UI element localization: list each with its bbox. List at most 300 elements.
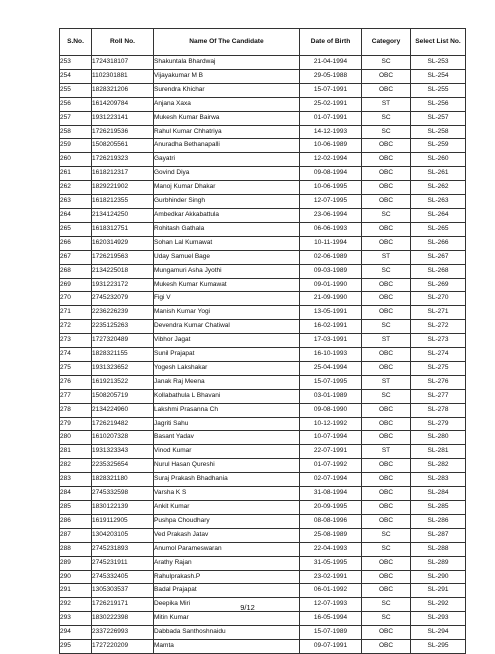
cell-sno: 286 bbox=[60, 514, 92, 528]
cell-candidate-name: Mamta bbox=[154, 640, 300, 654]
cell-select-list-no: SL-277 bbox=[411, 389, 466, 403]
cell-sno: 291 bbox=[60, 584, 92, 598]
cell-select-list-no: SL-253 bbox=[411, 56, 466, 70]
cell-candidate-name: Gayatri bbox=[154, 153, 300, 167]
table-row bbox=[60, 125, 466, 139]
cell-category: OBC bbox=[362, 236, 411, 250]
cell-roll-no: 1618212317 bbox=[92, 167, 154, 181]
cell-category: SC bbox=[362, 542, 411, 556]
table-row bbox=[60, 584, 466, 598]
cell-select-list-no: SL-260 bbox=[411, 153, 466, 167]
cell-sno: 288 bbox=[60, 542, 92, 556]
table-row bbox=[60, 501, 466, 515]
cell-date-of-birth: 09-08-1990 bbox=[300, 403, 362, 417]
cell-candidate-name: Sohan Lal Kumawat bbox=[154, 236, 300, 250]
cell-date-of-birth: 15-07-1989 bbox=[300, 626, 362, 640]
cell-candidate-name: Nurul Hasan Qureshi bbox=[154, 459, 300, 473]
cell-sno: 259 bbox=[60, 139, 92, 153]
cell-select-list-no: SL-293 bbox=[411, 612, 466, 626]
cell-roll-no: 1724318107 bbox=[92, 56, 154, 70]
cell-sno: 265 bbox=[60, 222, 92, 236]
cell-sno: 254 bbox=[60, 69, 92, 83]
cell-roll-no: 1102301881 bbox=[92, 69, 154, 83]
cell-category: OBC bbox=[362, 83, 411, 97]
cell-roll-no: 1610207328 bbox=[92, 431, 154, 445]
cell-category: OBC bbox=[362, 431, 411, 445]
table-row bbox=[60, 83, 466, 97]
table-row bbox=[60, 56, 466, 70]
cell-sno: 253 bbox=[60, 56, 92, 70]
cell-select-list-no: SL-275 bbox=[411, 361, 466, 375]
cell-sno: 267 bbox=[60, 250, 92, 264]
table-row bbox=[60, 334, 466, 348]
cell-category: SC bbox=[362, 320, 411, 334]
cell-date-of-birth: 25-02-1991 bbox=[300, 97, 362, 111]
cell-select-list-no: SL-273 bbox=[411, 334, 466, 348]
cell-date-of-birth: 09-07-1991 bbox=[300, 640, 362, 654]
table-row bbox=[60, 417, 466, 431]
cell-select-list-no: SL-268 bbox=[411, 264, 466, 278]
table-row bbox=[60, 570, 466, 584]
cell-sno: 266 bbox=[60, 236, 92, 250]
cell-date-of-birth: 16-10-1993 bbox=[300, 348, 362, 362]
cell-sno: 271 bbox=[60, 306, 92, 320]
cell-sno: 262 bbox=[60, 181, 92, 195]
cell-roll-no: 1830122139 bbox=[92, 501, 154, 515]
cell-sno: 256 bbox=[60, 97, 92, 111]
cell-date-of-birth: 23-02-1991 bbox=[300, 570, 362, 584]
cell-candidate-name: Ved Prakash Jatav bbox=[154, 528, 300, 542]
cell-roll-no: 1304203105 bbox=[92, 528, 154, 542]
header-sno: S.No. bbox=[60, 29, 92, 56]
table-row bbox=[60, 320, 466, 334]
cell-sno: 283 bbox=[60, 473, 92, 487]
cell-date-of-birth: 15-07-1995 bbox=[300, 375, 362, 389]
cell-select-list-no: SL-265 bbox=[411, 222, 466, 236]
cell-select-list-no: SL-266 bbox=[411, 236, 466, 250]
cell-date-of-birth: 01-07-1991 bbox=[300, 111, 362, 125]
cell-category: OBC bbox=[362, 195, 411, 209]
cell-candidate-name: Anuradha Bethanapalli bbox=[154, 139, 300, 153]
cell-roll-no: 2134124250 bbox=[92, 208, 154, 222]
table-row bbox=[60, 514, 466, 528]
cell-candidate-name: Manoj Kumar Dhakar bbox=[154, 181, 300, 195]
cell-candidate-name: Jagriti Sahu bbox=[154, 417, 300, 431]
cell-candidate-name: Anumol Parameswaran bbox=[154, 542, 300, 556]
cell-roll-no: 2236226239 bbox=[92, 306, 154, 320]
cell-sno: 285 bbox=[60, 501, 92, 515]
cell-date-of-birth: 17-03-1991 bbox=[300, 334, 362, 348]
cell-candidate-name: Sunil Prajapat bbox=[154, 348, 300, 362]
cell-candidate-name: Ambedkar Akkabattula bbox=[154, 208, 300, 222]
cell-date-of-birth: 14-12-1993 bbox=[300, 125, 362, 139]
cell-date-of-birth: 09-08-1994 bbox=[300, 167, 362, 181]
cell-category: SC bbox=[362, 528, 411, 542]
table-row bbox=[60, 208, 466, 222]
cell-candidate-name: Rahulprakash.P bbox=[154, 570, 300, 584]
cell-select-list-no: SL-278 bbox=[411, 403, 466, 417]
cell-category: OBC bbox=[362, 487, 411, 501]
cell-date-of-birth: 10-07-1994 bbox=[300, 431, 362, 445]
cell-date-of-birth: 22-07-1991 bbox=[300, 445, 362, 459]
cell-select-list-no: SL-267 bbox=[411, 250, 466, 264]
table-row bbox=[60, 97, 466, 111]
cell-date-of-birth: 12-07-1995 bbox=[300, 195, 362, 209]
cell-date-of-birth: 12-02-1994 bbox=[300, 153, 362, 167]
cell-select-list-no: SL-280 bbox=[411, 431, 466, 445]
cell-candidate-name: Rohitash Gathala bbox=[154, 222, 300, 236]
cell-date-of-birth: 08-08-1996 bbox=[300, 514, 362, 528]
cell-date-of-birth: 10-12-1992 bbox=[300, 417, 362, 431]
cell-category: OBC bbox=[362, 570, 411, 584]
cell-date-of-birth: 23-06-1994 bbox=[300, 208, 362, 222]
table-row bbox=[60, 195, 466, 209]
cell-roll-no: 1618312751 bbox=[92, 222, 154, 236]
cell-category: OBC bbox=[362, 626, 411, 640]
cell-candidate-name: Uday Samuel Bage bbox=[154, 250, 300, 264]
cell-candidate-name: Dabbada Santhoshnaidu bbox=[154, 626, 300, 640]
cell-candidate-name: Suraj Prakash Bhadhania bbox=[154, 473, 300, 487]
cell-date-of-birth: 16-02-1991 bbox=[300, 320, 362, 334]
cell-candidate-name: Lakshmi Prasanna Ch bbox=[154, 403, 300, 417]
cell-sno: 257 bbox=[60, 111, 92, 125]
table-row bbox=[60, 278, 466, 292]
cell-date-of-birth: 31-08-1994 bbox=[300, 487, 362, 501]
cell-category: ST bbox=[362, 250, 411, 264]
cell-select-list-no: SL-271 bbox=[411, 306, 466, 320]
cell-roll-no: 1727220209 bbox=[92, 640, 154, 654]
cell-roll-no: 1305303537 bbox=[92, 584, 154, 598]
cell-category: OBC bbox=[362, 473, 411, 487]
cell-category: OBC bbox=[362, 584, 411, 598]
cell-candidate-name: Rahul Kumar Chhatriya bbox=[154, 125, 300, 139]
cell-roll-no: 1726219323 bbox=[92, 153, 154, 167]
cell-select-list-no: SL-291 bbox=[411, 584, 466, 598]
cell-date-of-birth: 12-07-1993 bbox=[300, 598, 362, 612]
cell-sno: 270 bbox=[60, 292, 92, 306]
cell-roll-no: 2745231911 bbox=[92, 556, 154, 570]
cell-candidate-name: Manish Kumar Yogi bbox=[154, 306, 300, 320]
table-row bbox=[60, 375, 466, 389]
cell-date-of-birth: 29-05-1988 bbox=[300, 69, 362, 83]
cell-sno: 284 bbox=[60, 487, 92, 501]
cell-category: ST bbox=[362, 375, 411, 389]
cell-category: SC bbox=[362, 612, 411, 626]
cell-category: OBC bbox=[362, 139, 411, 153]
cell-candidate-name: Vibhor Jagat bbox=[154, 334, 300, 348]
cell-roll-no: 1828321206 bbox=[92, 83, 154, 97]
header-select-list-no: Select List No. bbox=[411, 29, 466, 56]
cell-roll-no: 1614209784 bbox=[92, 97, 154, 111]
cell-candidate-name: Surendra Khichar bbox=[154, 83, 300, 97]
cell-select-list-no: SL-264 bbox=[411, 208, 466, 222]
cell-date-of-birth: 09-03-1989 bbox=[300, 264, 362, 278]
cell-candidate-name: Vinod Kumar bbox=[154, 445, 300, 459]
cell-roll-no: 1726219563 bbox=[92, 250, 154, 264]
cell-sno: 282 bbox=[60, 459, 92, 473]
cell-candidate-name: Vijayakumar M B bbox=[154, 69, 300, 83]
table-body bbox=[60, 56, 466, 654]
cell-select-list-no: SL-288 bbox=[411, 542, 466, 556]
cell-roll-no: 1931323652 bbox=[92, 361, 154, 375]
cell-roll-no: 2745332405 bbox=[92, 570, 154, 584]
cell-candidate-name: Mukesh Kumar Bairwa bbox=[154, 111, 300, 125]
cell-candidate-name: Mungamuri Asha Jyothi bbox=[154, 264, 300, 278]
table-row bbox=[60, 640, 466, 654]
cell-roll-no: 2745231893 bbox=[92, 542, 154, 556]
cell-select-list-no: SL-258 bbox=[411, 125, 466, 139]
cell-category: OBC bbox=[362, 403, 411, 417]
table-row bbox=[60, 111, 466, 125]
table-row bbox=[60, 361, 466, 375]
table-row bbox=[60, 487, 466, 501]
cell-candidate-name: Ankit Kumar bbox=[154, 501, 300, 515]
cell-roll-no: 1620314929 bbox=[92, 236, 154, 250]
cell-candidate-name: Govind Diya bbox=[154, 167, 300, 181]
cell-roll-no: 1931223141 bbox=[92, 111, 154, 125]
cell-roll-no: 1830222398 bbox=[92, 612, 154, 626]
cell-roll-no: 2235125263 bbox=[92, 320, 154, 334]
table-row bbox=[60, 403, 466, 417]
cell-select-list-no: SL-281 bbox=[411, 445, 466, 459]
cell-sno: 258 bbox=[60, 125, 92, 139]
cell-date-of-birth: 22-04-1993 bbox=[300, 542, 362, 556]
cell-sno: 273 bbox=[60, 334, 92, 348]
table-row bbox=[60, 222, 466, 236]
table-row bbox=[60, 473, 466, 487]
cell-roll-no: 1619112905 bbox=[92, 514, 154, 528]
cell-roll-no: 1727320489 bbox=[92, 334, 154, 348]
cell-sno: 290 bbox=[60, 570, 92, 584]
cell-select-list-no: SL-269 bbox=[411, 278, 466, 292]
cell-roll-no: 1508205719 bbox=[92, 389, 154, 403]
cell-candidate-name: Yogesh Lakshakar bbox=[154, 361, 300, 375]
cell-roll-no: 2235325654 bbox=[92, 459, 154, 473]
cell-roll-no: 1619213522 bbox=[92, 375, 154, 389]
cell-date-of-birth: 10-06-1995 bbox=[300, 181, 362, 195]
cell-sno: 293 bbox=[60, 612, 92, 626]
cell-select-list-no: SL-286 bbox=[411, 514, 466, 528]
cell-select-list-no: SL-263 bbox=[411, 195, 466, 209]
results-table bbox=[59, 28, 466, 654]
table-row bbox=[60, 181, 466, 195]
table-row bbox=[60, 264, 466, 278]
cell-category: OBC bbox=[362, 222, 411, 236]
cell-category: OBC bbox=[362, 417, 411, 431]
cell-sno: 275 bbox=[60, 361, 92, 375]
cell-date-of-birth: 25-08-1989 bbox=[300, 528, 362, 542]
cell-roll-no: 2134224960 bbox=[92, 403, 154, 417]
table-row bbox=[60, 236, 466, 250]
cell-select-list-no: SL-290 bbox=[411, 570, 466, 584]
cell-category: ST bbox=[362, 334, 411, 348]
cell-category: OBC bbox=[362, 640, 411, 654]
cell-category: SC bbox=[362, 598, 411, 612]
header-category: Category bbox=[362, 29, 411, 56]
table-row bbox=[60, 250, 466, 264]
cell-category: OBC bbox=[362, 278, 411, 292]
cell-date-of-birth: 20-09-1995 bbox=[300, 501, 362, 515]
cell-date-of-birth: 01-07-1992 bbox=[300, 459, 362, 473]
cell-sno: 287 bbox=[60, 528, 92, 542]
cell-date-of-birth: 06-01-1992 bbox=[300, 584, 362, 598]
table-row bbox=[60, 348, 466, 362]
header-roll-no: Roll No. bbox=[92, 29, 154, 56]
cell-candidate-name: Pushpa Choudhary bbox=[154, 514, 300, 528]
cell-candidate-name: Varsha K S bbox=[154, 487, 300, 501]
cell-select-list-no: SL-284 bbox=[411, 487, 466, 501]
cell-category: OBC bbox=[362, 153, 411, 167]
cell-candidate-name: Deepika Miri bbox=[154, 598, 300, 612]
table-row bbox=[60, 612, 466, 626]
cell-roll-no: 1828321180 bbox=[92, 473, 154, 487]
cell-category: OBC bbox=[362, 348, 411, 362]
table-row bbox=[60, 445, 466, 459]
cell-roll-no: 2745232079 bbox=[92, 292, 154, 306]
cell-sno: 280 bbox=[60, 431, 92, 445]
header-date-of-birth: Date of Birth bbox=[300, 29, 362, 56]
cell-candidate-name: Mukesh Kumar Kumawat bbox=[154, 278, 300, 292]
cell-candidate-name: Anjana Xaxa bbox=[154, 97, 300, 111]
table-row bbox=[60, 306, 466, 320]
cell-candidate-name: Arathy Rajan bbox=[154, 556, 300, 570]
cell-category: SC bbox=[362, 264, 411, 278]
cell-category: SC bbox=[362, 389, 411, 403]
cell-date-of-birth: 25-04-1994 bbox=[300, 361, 362, 375]
cell-date-of-birth: 13-05-1991 bbox=[300, 306, 362, 320]
cell-candidate-name: Janak Raj Meena bbox=[154, 375, 300, 389]
cell-roll-no: 2745332598 bbox=[92, 487, 154, 501]
cell-candidate-name: Kollabathula L Bhavani bbox=[154, 389, 300, 403]
table-header-row bbox=[60, 29, 466, 56]
cell-select-list-no: SL-256 bbox=[411, 97, 466, 111]
cell-date-of-birth: 31-05-1995 bbox=[300, 556, 362, 570]
cell-roll-no: 1931223172 bbox=[92, 278, 154, 292]
cell-roll-no: 1931323343 bbox=[92, 445, 154, 459]
cell-sno: 268 bbox=[60, 264, 92, 278]
cell-sno: 264 bbox=[60, 208, 92, 222]
cell-select-list-no: SL-270 bbox=[411, 292, 466, 306]
cell-sno: 294 bbox=[60, 626, 92, 640]
cell-candidate-name: Basant Yadav bbox=[154, 431, 300, 445]
cell-select-list-no: SL-282 bbox=[411, 459, 466, 473]
header-candidate-name: Name Of The Candidate bbox=[154, 29, 300, 56]
cell-roll-no: 1508205561 bbox=[92, 139, 154, 153]
cell-roll-no: 1726219482 bbox=[92, 417, 154, 431]
cell-candidate-name: Devendra Kumar Chatiwal bbox=[154, 320, 300, 334]
cell-sno: 281 bbox=[60, 445, 92, 459]
cell-date-of-birth: 02-07-1994 bbox=[300, 473, 362, 487]
cell-sno: 277 bbox=[60, 389, 92, 403]
cell-select-list-no: SL-274 bbox=[411, 348, 466, 362]
cell-sno: 263 bbox=[60, 195, 92, 209]
cell-roll-no: 1828321155 bbox=[92, 348, 154, 362]
cell-sno: 274 bbox=[60, 348, 92, 362]
table-row bbox=[60, 431, 466, 445]
cell-select-list-no: SL-294 bbox=[411, 626, 466, 640]
cell-select-list-no: SL-283 bbox=[411, 473, 466, 487]
table-row bbox=[60, 556, 466, 570]
cell-select-list-no: SL-289 bbox=[411, 556, 466, 570]
cell-sno: 292 bbox=[60, 598, 92, 612]
cell-select-list-no: SL-276 bbox=[411, 375, 466, 389]
cell-select-list-no: SL-285 bbox=[411, 501, 466, 515]
table-row bbox=[60, 167, 466, 181]
cell-category: OBC bbox=[362, 181, 411, 195]
cell-date-of-birth: 21-09-1990 bbox=[300, 292, 362, 306]
cell-select-list-no: SL-261 bbox=[411, 167, 466, 181]
cell-sno: 295 bbox=[60, 640, 92, 654]
table-row bbox=[60, 139, 466, 153]
cell-candidate-name: Figi V bbox=[154, 292, 300, 306]
table-row bbox=[60, 153, 466, 167]
cell-category: OBC bbox=[362, 167, 411, 181]
cell-candidate-name: Badal Prajapat bbox=[154, 584, 300, 598]
cell-category: OBC bbox=[362, 556, 411, 570]
cell-roll-no: 1726219536 bbox=[92, 125, 154, 139]
table-row bbox=[60, 292, 466, 306]
cell-date-of-birth: 06-06-1993 bbox=[300, 222, 362, 236]
cell-select-list-no: SL-292 bbox=[411, 598, 466, 612]
cell-date-of-birth: 09-01-1990 bbox=[300, 278, 362, 292]
cell-category: OBC bbox=[362, 306, 411, 320]
cell-date-of-birth: 21-04-1994 bbox=[300, 56, 362, 70]
cell-select-list-no: SL-262 bbox=[411, 181, 466, 195]
cell-select-list-no: SL-255 bbox=[411, 83, 466, 97]
cell-select-list-no: SL-295 bbox=[411, 640, 466, 654]
cell-date-of-birth: 03-01-1989 bbox=[300, 389, 362, 403]
cell-roll-no: 2134225018 bbox=[92, 264, 154, 278]
table-row bbox=[60, 528, 466, 542]
cell-category: ST bbox=[362, 445, 411, 459]
cell-date-of-birth: 02-06-1989 bbox=[300, 250, 362, 264]
cell-select-list-no: SL-287 bbox=[411, 528, 466, 542]
cell-select-list-no: SL-272 bbox=[411, 320, 466, 334]
cell-select-list-no: SL-254 bbox=[411, 69, 466, 83]
cell-category: SC bbox=[362, 56, 411, 70]
cell-sno: 276 bbox=[60, 375, 92, 389]
cell-category: OBC bbox=[362, 361, 411, 375]
cell-date-of-birth: 16-05-1994 bbox=[300, 612, 362, 626]
cell-category: ST bbox=[362, 97, 411, 111]
cell-category: OBC bbox=[362, 459, 411, 473]
cell-candidate-name: Shakuntala Bhardwaj bbox=[154, 56, 300, 70]
cell-roll-no: 1829221902 bbox=[92, 181, 154, 195]
cell-sno: 289 bbox=[60, 556, 92, 570]
cell-category: SC bbox=[362, 208, 411, 222]
cell-sno: 261 bbox=[60, 167, 92, 181]
cell-date-of-birth: 10-06-1989 bbox=[300, 139, 362, 153]
cell-candidate-name: Gurbhinder Singh bbox=[154, 195, 300, 209]
cell-category: SC bbox=[362, 111, 411, 125]
table-row bbox=[60, 459, 466, 473]
cell-category: OBC bbox=[362, 501, 411, 515]
cell-sno: 278 bbox=[60, 403, 92, 417]
table-row bbox=[60, 69, 466, 83]
cell-sno: 260 bbox=[60, 153, 92, 167]
table-row bbox=[60, 542, 466, 556]
cell-category: OBC bbox=[362, 69, 411, 83]
cell-roll-no: 1726219171 bbox=[92, 598, 154, 612]
cell-category: OBC bbox=[362, 514, 411, 528]
cell-roll-no: 2337226993 bbox=[92, 626, 154, 640]
cell-sno: 269 bbox=[60, 278, 92, 292]
cell-select-list-no: SL-279 bbox=[411, 417, 466, 431]
cell-sno: 255 bbox=[60, 83, 92, 97]
table-row bbox=[60, 389, 466, 403]
table-row bbox=[60, 626, 466, 640]
cell-select-list-no: SL-259 bbox=[411, 139, 466, 153]
